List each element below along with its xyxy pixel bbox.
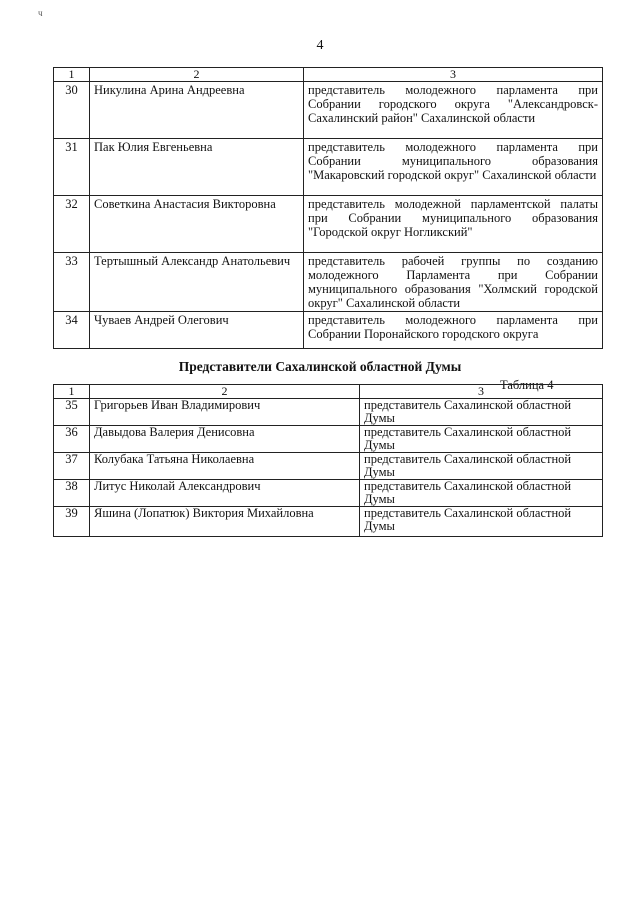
row-number: 33 xyxy=(54,253,90,312)
person-role: представитель молодежной парламентской палаты при Собрании муниципального образования "Городской округ Ногликский" xyxy=(304,196,603,253)
table-header-row xyxy=(54,68,603,82)
person-role: представитель молодежного парламента при Собрании Поронайского городского округа xyxy=(304,312,603,349)
row-number: 36 xyxy=(54,426,90,453)
person-role: представитель рабочей группы по созданию молодежного Парламента при Собрании муниципального образования "Холмский городской округ" Сахалинской области xyxy=(304,253,603,312)
table-header-row xyxy=(54,385,603,399)
person-role: представитель молодежного парламента при Собрании муниципального образования "Макаровский городской округ" Сахалинской области xyxy=(304,139,603,196)
row-number: 30 xyxy=(54,82,90,139)
person-role: представитель Сахалинской областной Думы xyxy=(360,399,603,426)
table-row xyxy=(54,480,603,507)
table-row xyxy=(54,253,603,312)
table-4 xyxy=(53,384,603,537)
person-role: представитель Сахалинской областной Думы xyxy=(360,453,603,480)
person-name: Пак Юлия Евгеньевна xyxy=(90,139,304,196)
person-name: Яшина (Лопатюк) Виктория Михайловна xyxy=(90,507,360,537)
header-col-3: 3 xyxy=(304,68,603,82)
person-role: представитель Сахалинской областной Думы xyxy=(360,426,603,453)
row-number: 37 xyxy=(54,453,90,480)
person-name: Колубака Татьяна Николаевна xyxy=(90,453,360,480)
row-number: 31 xyxy=(54,139,90,196)
section-title: Представители Сахалинской областной Думы xyxy=(178,359,462,374)
header-col-2: 2 xyxy=(90,385,360,399)
person-name: Никулина Арина Андреевна xyxy=(90,82,304,139)
person-name: Советкина Анастасия Викторовна xyxy=(90,196,304,253)
header-col-1: 1 xyxy=(54,68,90,82)
table-row xyxy=(54,399,603,426)
table-row xyxy=(54,507,603,537)
row-number: 35 xyxy=(54,399,90,426)
row-number: 34 xyxy=(54,312,90,349)
person-role: представитель Сахалинской областной Думы xyxy=(360,480,603,507)
header-col-3: 3 xyxy=(360,385,603,399)
person-name: Литус Николай Александрович xyxy=(90,480,360,507)
row-number: 32 xyxy=(54,196,90,253)
person-name: Григорьев Иван Владимирович xyxy=(90,399,360,426)
corner-mark: ч xyxy=(38,8,43,18)
table-row xyxy=(54,312,603,349)
row-number: 39 xyxy=(54,507,90,537)
table-row xyxy=(54,426,603,453)
person-name: Давыдова Валерия Денисовна xyxy=(90,426,360,453)
table-3 xyxy=(53,67,603,349)
header-col-2: 2 xyxy=(90,68,304,82)
table-row xyxy=(54,139,603,196)
table-row xyxy=(54,453,603,480)
table-row xyxy=(54,82,603,139)
person-role: представитель молодежного парламента при Собрании городского округа "Александровск-Сахалинский район" Сахалинской области xyxy=(304,82,603,139)
person-role: представитель Сахалинской областной Думы xyxy=(360,507,603,537)
table-4-label: Таблица 4 xyxy=(500,378,554,392)
person-name: Тертышный Александр Анатольевич xyxy=(90,253,304,312)
table-row xyxy=(54,196,603,253)
page-number: 4 xyxy=(316,38,324,53)
row-number: 38 xyxy=(54,480,90,507)
person-name: Чуваев Андрей Олегович xyxy=(90,312,304,349)
header-col-1: 1 xyxy=(54,385,90,399)
